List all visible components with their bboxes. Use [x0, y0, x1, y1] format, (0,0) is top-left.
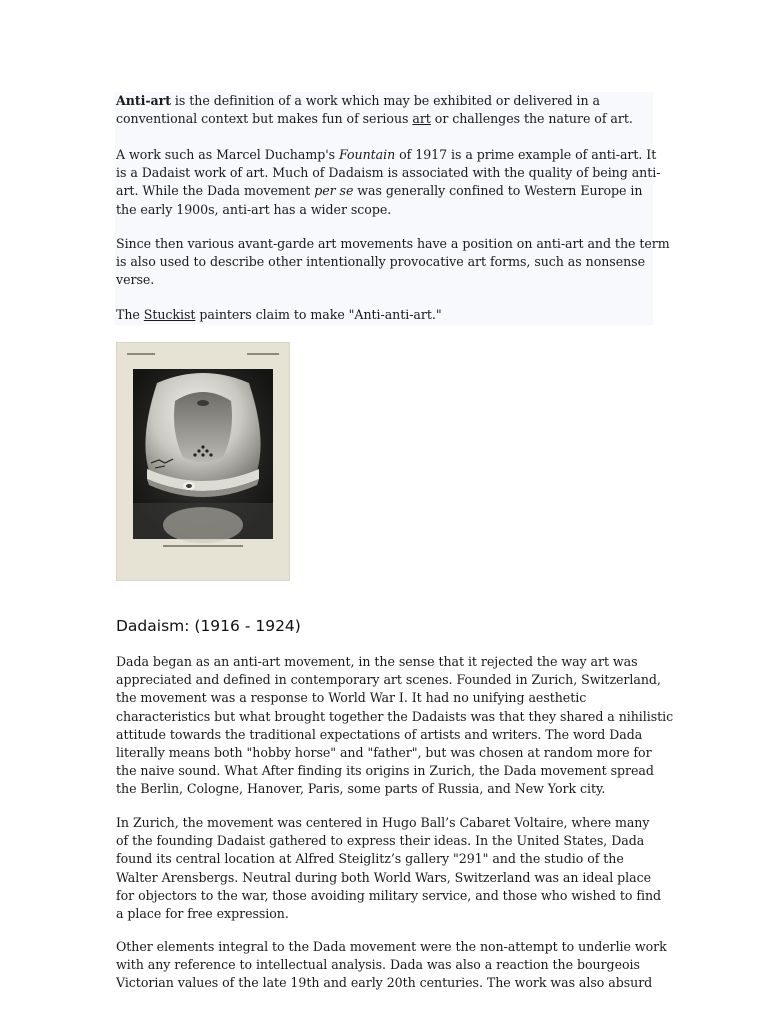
intro-paragraph-stuckist: The Stuckist painters claim to make "Anti-anti-art."	[116, 307, 442, 322]
fountain-image	[117, 343, 289, 580]
intro-paragraph-definition: Anti-art is the definition of a work which may be exhibited or delivered in a conventional context but makes fun of serious art or challenges the nature of art.	[116, 93, 633, 127]
fountain-photograph	[116, 342, 290, 581]
link-stuckist[interactable]: Stuckist	[143, 307, 196, 322]
body-paragraph-zurich: In Zurich, the movement was centered in Hugo Ball’s Cabaret Voltaire, where many of the founding Dadaist gathered to express their ideas. In the United States, Dada found its central location at Alfred Steiglitz’s gallery "291" and the studio of the Walter Arensbergs. Neutral during both World Wars, Switzerland was an ideal place for objectors to the war, those avoiding military service, and those who wished to find a place for free expression.	[116, 815, 662, 922]
body-paragraph-elements: Other elements integral to the Dada movement were the non-attempt to underlie work with any reference to intellectual analysis. Dada was also a reaction the bourgeois Victorian values of the late 19th and early 20th centuries. The work was also absurd	[116, 939, 667, 991]
section-heading-dadaism: Dadaism: (1916 - 1924)	[116, 617, 301, 635]
intro-paragraph-fountain: A work such as Marcel Duchamp's Fountain of 1917 is a prime example of anti-art. It is a Dadaist work of art. Much of Dadaism is associated with the quality of being anti- art. While the Dada movement per se was generally confined to Western Europe in the early 1900s, anti-art has a wider scope.	[116, 147, 661, 217]
term-anti-art: Anti-art	[116, 93, 171, 108]
body-paragraph-origins: Dada began as an anti-art movement, in the sense that it rejected the way art was appreciated and defined in contemporary art scenes. Founded in Zurich, Switzerland, the movement was a response to World War I. It had no unifying aesthetic characteristics but what brought together the Dadaists was that they shared a nihilistic attitude towards the traditional expectations of artists and writers. The word Dada literally means both "hobby horse" and "father", but was chosen at random more for the naive sound. What After finding its origins in Zurich, the Dada movement spread the Berlin, Cologne, Hanover, Paris, some parts of Russia, and New York city.	[116, 654, 674, 797]
link-art[interactable]: art	[412, 111, 431, 127]
intro-paragraph-avant-garde: Since then various avant-garde art movements have a position on anti-art and the term is also used to describe other intentionally provocative art forms, such as nonsense verse.	[116, 236, 670, 288]
fountain-title: Fountain	[339, 147, 396, 162]
